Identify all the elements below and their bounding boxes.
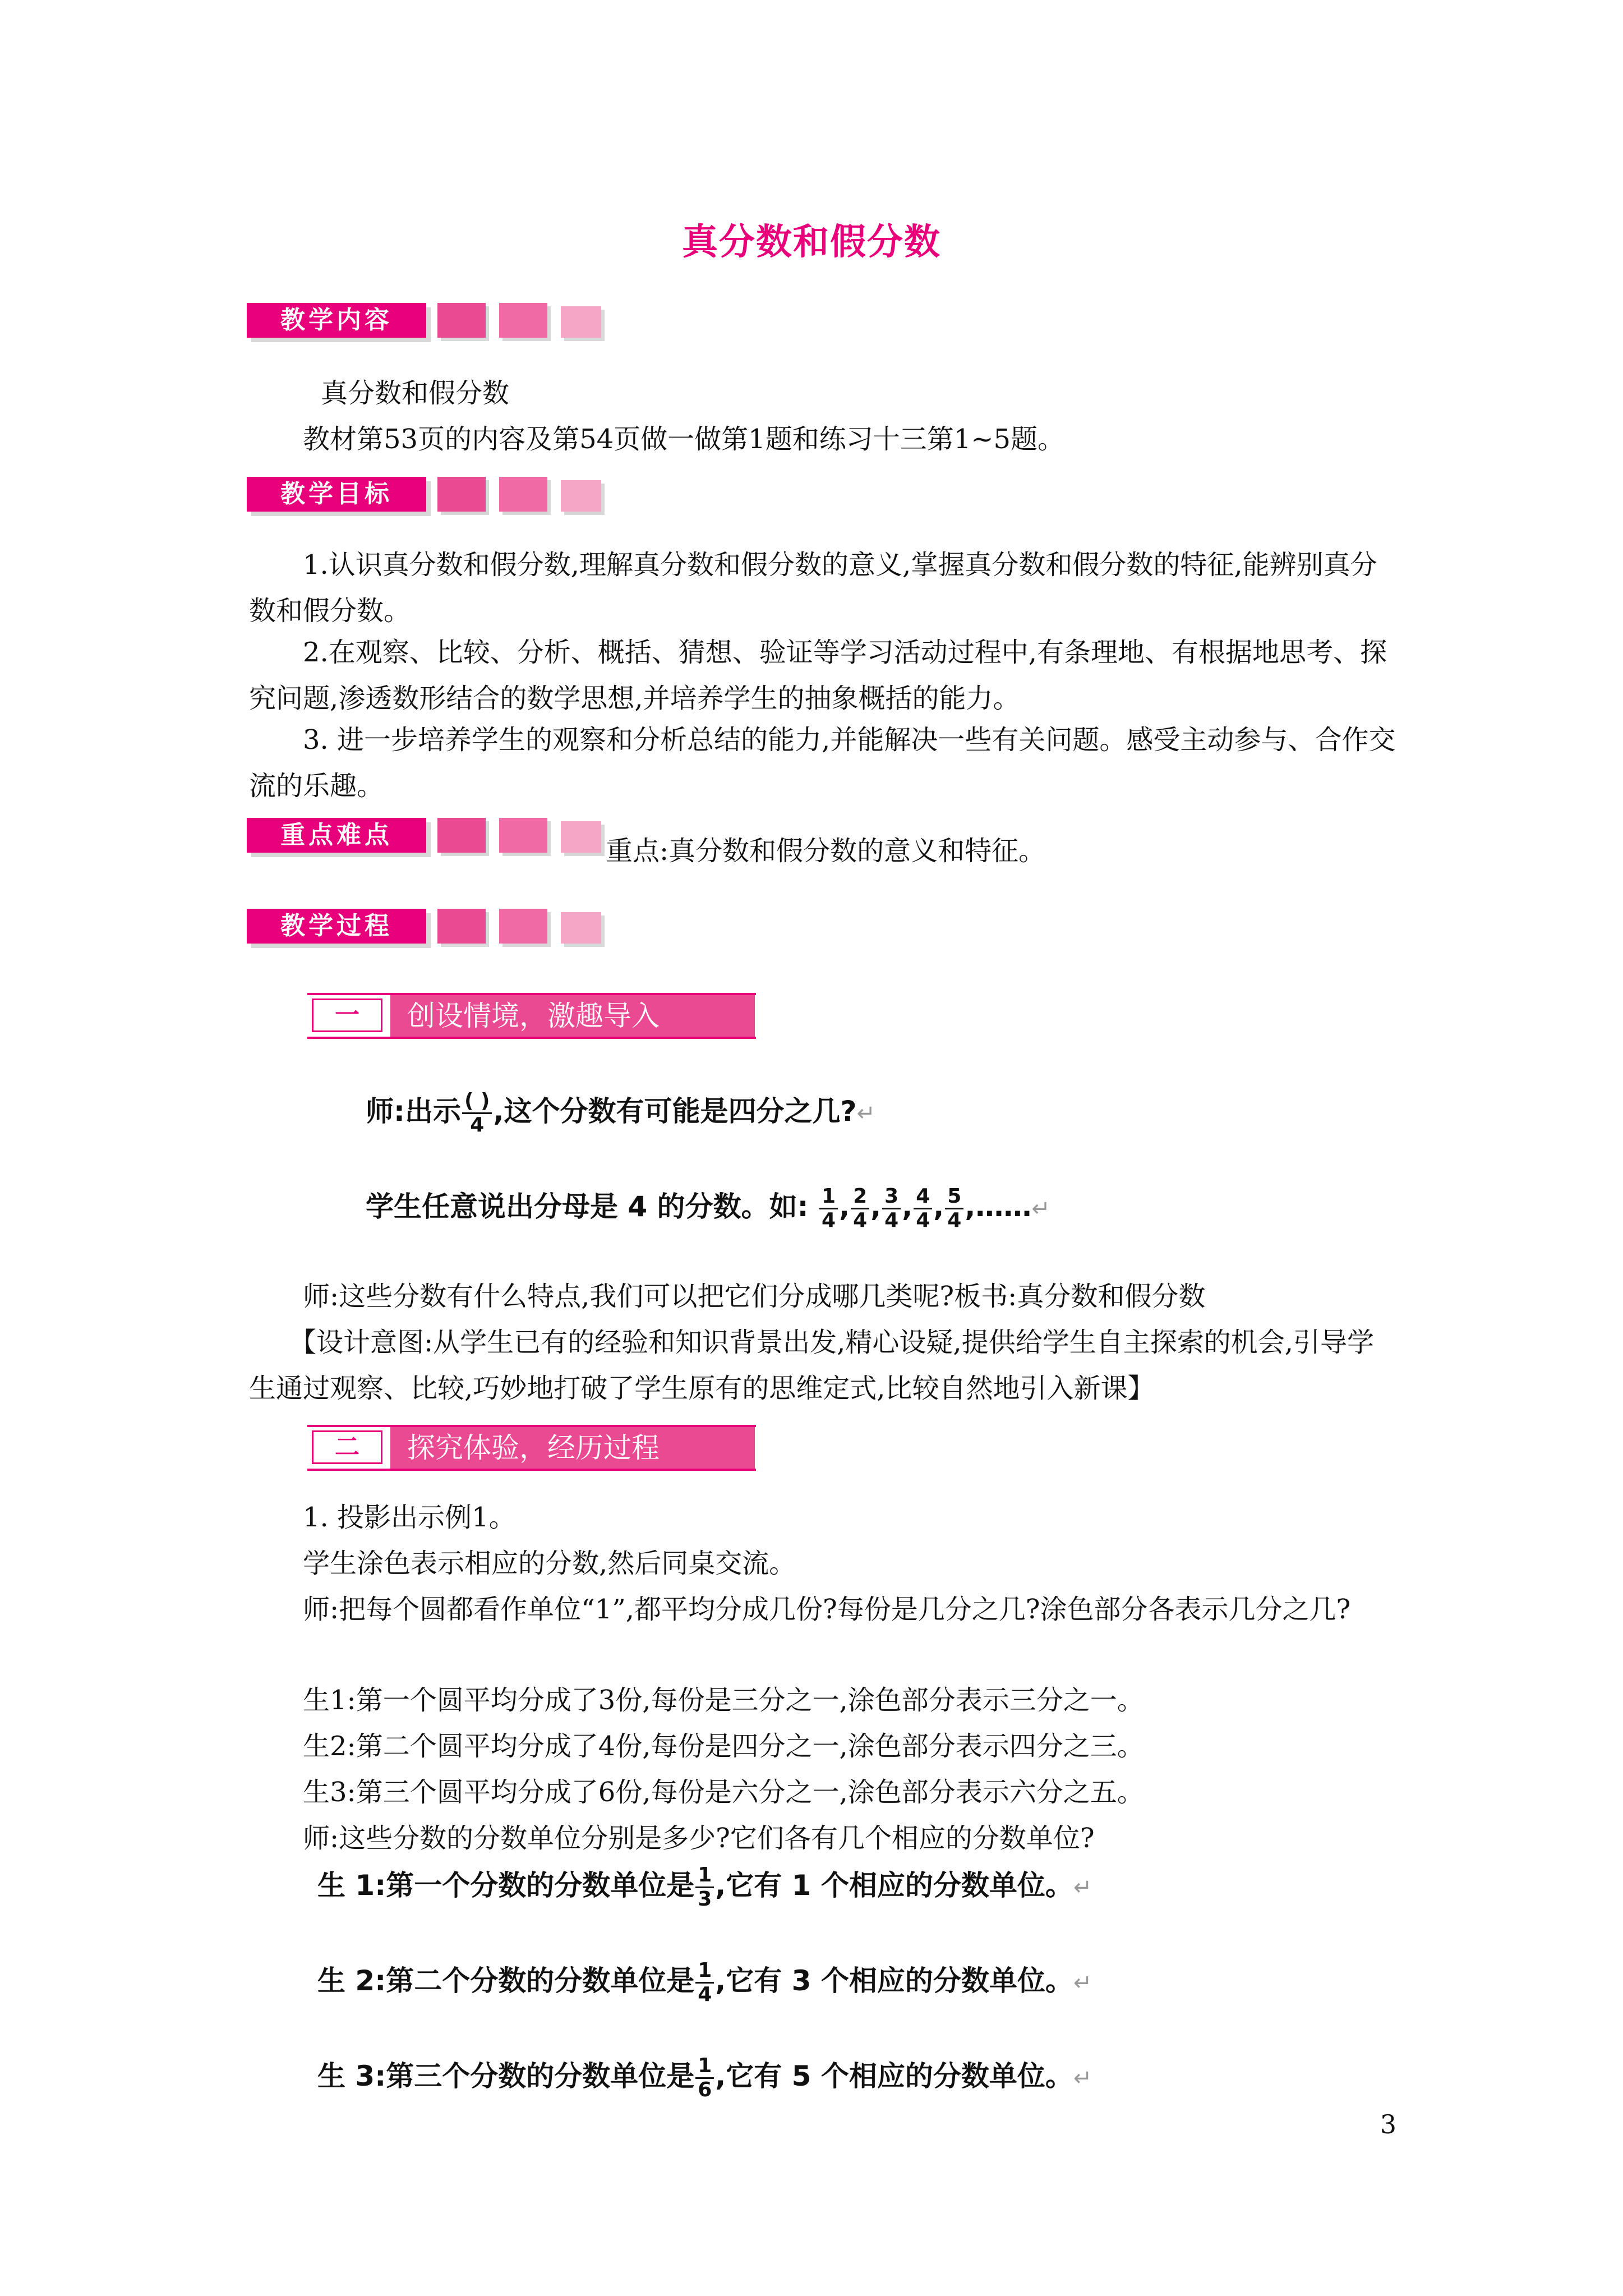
fraction (945, 1186, 963, 1231)
section-badge-key (247, 818, 606, 853)
fraction-denominator: 4 (853, 1209, 868, 1232)
fraction-numerator: 2 (851, 1186, 869, 1209)
return-mark: ↵ (856, 1101, 875, 1126)
page-number: 3 (1380, 2109, 1396, 2139)
fraction-numerator: 1 (695, 2056, 714, 2079)
decor-square (561, 912, 601, 944)
answer-prefix: 生 2:第二个分数的分数单位是 (317, 1964, 695, 1997)
step2-line-5: 生2:第二个圆平均分成了4份,每份是四分之一,涂色部分表示四分之三。 (303, 1731, 1144, 1762)
section-label: 重点难点 (247, 818, 426, 853)
step2-line-6: 生3:第三个圆平均分成了6份,每份是六分之一,涂色部分表示六分之五。 (303, 1777, 1144, 1808)
step-number: 一 (312, 999, 382, 1032)
fraction (819, 1186, 838, 1231)
decor-square (437, 909, 486, 944)
students-fractions-line: 学生任意说出分母是 4 的分数。如: $\frac{1}{4}$ , $\frac{2}{4}$ , $\frac{3}{4}$ , $\frac{4}{4}$ , $\frac{5}{4}$ ,……↵ (366, 1185, 1050, 1232)
design-intent: 【设计意图:从学生已有的经验和知识背景出发,精心设疑,提供给学生自主探索的机会,引导学生通过观察、比较,巧妙地打破了学生原有的思维定式,比较自然地引入新课】 (249, 1327, 1374, 1404)
goal-3: 3. 进一步培养学生的观察和分析总结的能力,并能解决一些有关问题。感受主动参与、合作交流的乐趣。 (249, 724, 1396, 802)
content-line-2: 教材第53页的内容及第54页做一做第1题和练习十三第1~5题。 (303, 424, 1064, 455)
key-point: 重点:真分数和假分数的意义和特征。 (606, 835, 1046, 867)
decor-stripe (746, 995, 754, 1037)
answer-prefix: 生 1:第一个分数的分数单位是 (317, 1869, 695, 1902)
answer-1 (317, 1862, 1327, 1911)
teacher-show-line (366, 1088, 1263, 1137)
teacher-question: 师:这些分数有什么特点,我们可以把它们分成哪几类呢?板书:真分数和假分数 (303, 1281, 1206, 1312)
return-mark: ↵ (1073, 2065, 1092, 2091)
fraction-numerator: 4 (914, 1186, 932, 1209)
answer-suffix: ,它有 5 个相应的分数单位。 (715, 2060, 1073, 2092)
return-mark: ↵ (1073, 1970, 1092, 1996)
fraction-denominator: 4 (698, 1983, 712, 2006)
fraction-denominator: 4 (916, 1209, 930, 1232)
decor-square (437, 818, 486, 853)
show-suffix: ,这个分数有可能是四分之几? (493, 1095, 857, 1128)
decor-square (499, 818, 547, 853)
decor-square (499, 303, 547, 338)
decor-square (437, 477, 486, 512)
answer-suffix: ,它有 1 个相应的分数单位。 (715, 1869, 1073, 1902)
fraction-denominator: 4 (884, 1209, 899, 1232)
show-prefix: 师:出示 (366, 1095, 461, 1128)
content-line-1: 真分数和假分数 (321, 378, 510, 409)
fraction-numerator: ( ) (462, 1091, 492, 1114)
section-label: 教学内容 (247, 303, 426, 338)
section-badge-goals (247, 477, 606, 512)
step-number: 二 (312, 1430, 382, 1464)
answer-suffix: ,它有 3 个相应的分数单位。 (715, 1964, 1073, 1997)
answer-2 (317, 1958, 1327, 2006)
decor-square (561, 306, 601, 338)
goal-2: 2.在观察、比较、分析、概括、猜想、验证等学习活动过程中,有条理地、有根据地思考、探究问题,渗透数形结合的数学思想,并培养学生的抽象概括的能力。 (249, 637, 1387, 714)
step-title: 探究体验，经历过程 (390, 1427, 755, 1469)
decor-square (499, 909, 547, 944)
decor-stripe (746, 1427, 754, 1469)
unit-fraction (695, 1961, 714, 2005)
fraction-numerator: 3 (882, 1186, 901, 1209)
decor-square (499, 477, 547, 512)
blank-fraction (462, 1091, 492, 1135)
decor-square (437, 303, 486, 338)
fraction (851, 1186, 869, 1231)
step-2-header (307, 1425, 756, 1471)
section-badge-process (247, 909, 606, 944)
fraction-denominator: 4 (947, 1209, 962, 1232)
step2-line-4: 生1:第一个圆平均分成了3份,每份是三分之一,涂色部分表示三分之一。 (303, 1685, 1144, 1716)
fraction-denominator: 6 (698, 2078, 712, 2101)
page-title: 真分数和假分数 (682, 221, 941, 263)
fraction (882, 1186, 901, 1231)
section-label: 教学过程 (247, 909, 426, 944)
answer-3 (317, 2053, 1327, 2101)
fraction-denominator: 3 (698, 1888, 712, 1911)
decor-square (561, 821, 601, 853)
fraction-denominator: 4 (470, 1114, 485, 1137)
fraction (914, 1186, 932, 1231)
step2-line-1: 1. 投影出示例1。 (303, 1502, 516, 1533)
students-prefix: 学生任意说出分母是 4 的分数。如: (366, 1190, 809, 1223)
step2-line-3: 师:把每个圆都看作单位“1”,都平均分成几份?每份是几分之几?涂色部分各表示几分之几? (303, 1594, 1351, 1625)
step2-line-2: 学生涂色表示相应的分数,然后同桌交流。 (303, 1548, 796, 1579)
goal-1: 1.认识真分数和假分数,理解真分数和假分数的意义,掌握真分数和假分数的特征,能辨别真分数和假分数。 (249, 549, 1377, 627)
unit-fraction (695, 1865, 714, 1910)
fraction-numerator: 5 (945, 1186, 963, 1209)
answer-prefix: 生 3:第三个分数的分数单位是 (317, 2060, 695, 2092)
ellipsis: …… (975, 1190, 1032, 1223)
section-badge-content (247, 303, 606, 338)
step-1-header (307, 993, 756, 1039)
fraction-denominator: 4 (822, 1209, 836, 1232)
return-mark: ↵ (1073, 1875, 1092, 1901)
step2-line-7: 师:这些分数的分数单位分别是多少?它们各有几个相应的分数单位? (303, 1823, 1095, 1854)
return-mark: ↵ (1031, 1196, 1050, 1222)
fraction-numerator: 1 (819, 1186, 838, 1209)
unit-fraction (695, 2056, 714, 2100)
fraction-numerator: 1 (695, 1865, 714, 1888)
fraction-numerator: 1 (695, 1961, 714, 1984)
step-title: 创设情境，激趣导入 (390, 995, 755, 1037)
section-label: 教学目标 (247, 477, 426, 512)
decor-square (561, 480, 601, 512)
